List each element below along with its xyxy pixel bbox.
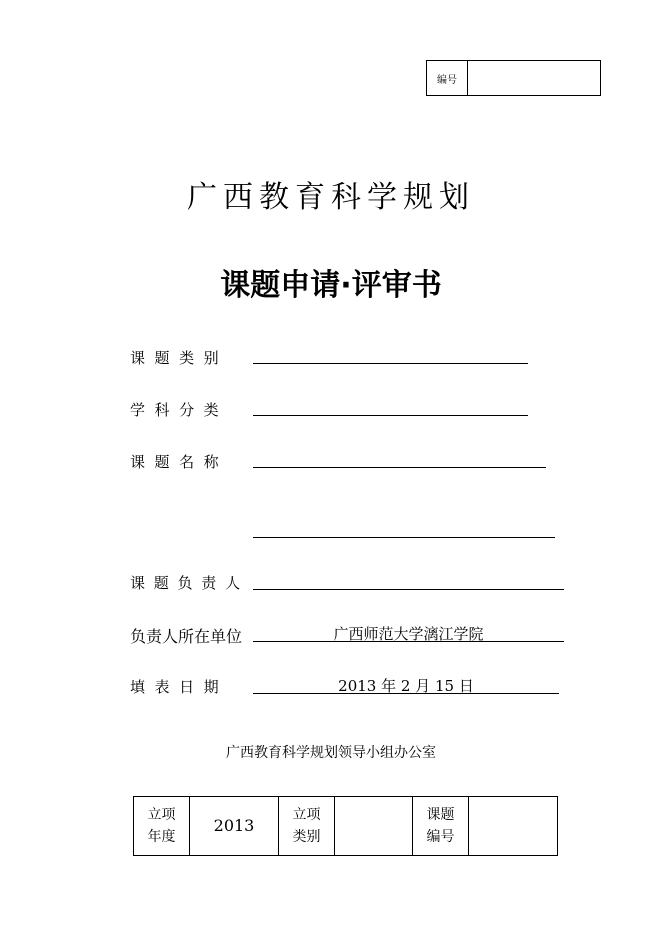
field-value-name bbox=[253, 449, 546, 468]
category-label: 立项 类别 bbox=[279, 797, 335, 856]
number-box bbox=[426, 60, 601, 96]
field-value-unit: 广西师范大学漓江学院 bbox=[253, 623, 564, 642]
document-title: 广西教育科学规划 bbox=[187, 180, 475, 215]
field-label-category: 课 题 类 别 bbox=[130, 349, 219, 367]
field-name-second-line bbox=[253, 537, 555, 538]
field-label-name: 课 题 名 称 bbox=[130, 453, 219, 471]
document-subtitle: 课题申请·评审书 bbox=[220, 268, 442, 303]
field-value-category bbox=[253, 345, 528, 364]
field-label-unit: 负责人所在单位 bbox=[130, 627, 243, 646]
field-value-discipline bbox=[253, 397, 528, 416]
project-number-label: 课题 编号 bbox=[413, 797, 469, 856]
field-label-leader: 课 题 负 责 人 bbox=[130, 574, 243, 592]
field-label-date: 填 表 日 期 bbox=[130, 678, 219, 696]
field-label-discipline: 学 科 分 类 bbox=[130, 401, 219, 419]
field-value-date: 2013 年 2 月 15 日 bbox=[253, 675, 559, 694]
category-value bbox=[335, 797, 413, 856]
project-info-table bbox=[133, 796, 558, 856]
number-value bbox=[468, 61, 600, 95]
year-label: 立项 年度 bbox=[134, 797, 190, 856]
project-number-value bbox=[469, 797, 558, 856]
number-label: 编号 bbox=[427, 61, 468, 95]
field-value-leader bbox=[253, 571, 564, 590]
year-value: 2013 bbox=[190, 797, 279, 856]
issuing-office: 广西教育科学规划领导小组办公室 bbox=[226, 745, 436, 761]
